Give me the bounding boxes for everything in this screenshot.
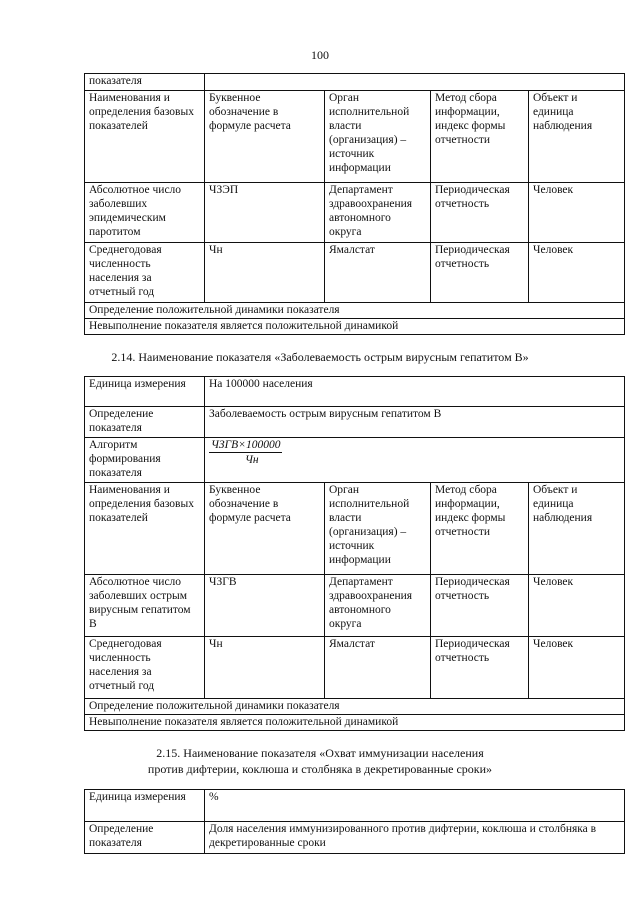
row-label: Алгоритм формирования показателя	[85, 438, 205, 483]
table-cell: ЧЗГВ	[205, 575, 325, 637]
table-cell: Ямалстат	[325, 243, 431, 303]
indicator-table-immunization	[84, 789, 625, 854]
dynamics-text: Невыполнение показателя является положительной динамикой	[85, 319, 625, 335]
column-header: Наименования и определения базовых показателей	[85, 91, 205, 183]
row-label: Определение показателя	[85, 407, 205, 438]
formula	[205, 438, 625, 483]
table-row	[85, 790, 625, 822]
header-row	[85, 483, 625, 575]
table-row	[85, 637, 625, 699]
column-header: Объект и единица наблюдения	[529, 91, 625, 183]
column-header: Объект и единица наблюдения	[529, 483, 625, 575]
section-heading-2-15-line1: 2.15. Наименование показателя «Охват иммунизации населения	[156, 746, 484, 760]
table-row	[85, 183, 625, 243]
formula-denominator: Чн	[245, 454, 259, 466]
row-value: %	[205, 790, 625, 822]
page-number: 100	[311, 48, 329, 62]
table-cell: Абсолютное число заболевших эпидемическим паротитом	[85, 183, 205, 243]
dynamics-label: Определение положительной динамики показателя	[85, 699, 625, 715]
table-cell: Человек	[529, 637, 625, 699]
header-row	[85, 91, 625, 183]
column-header: Буквенное обозначение в формуле расчета	[205, 483, 325, 575]
row-label: Единица измерения	[85, 377, 205, 407]
table-row	[85, 715, 625, 731]
table-cell: Абсолютное число заболевших острым вирусным гепатитом В	[85, 575, 205, 637]
table-cell: Человек	[529, 575, 625, 637]
table-cell: Периодическая отчетность	[431, 183, 529, 243]
section-heading-2-15-line2: против дифтерии, коклюша и столбняка в декретированные сроки»	[147, 762, 493, 776]
column-header: Наименования и определения базовых показателей	[85, 483, 205, 575]
table-cell: Ямалстат	[325, 637, 431, 699]
table-row	[85, 74, 625, 91]
row-label: показателя	[85, 74, 205, 91]
row-label: Определение показателя	[85, 822, 205, 854]
table-row	[85, 699, 625, 715]
table-cell: Среднегодовая численность населения за отчетный год	[85, 243, 205, 303]
column-header: Орган исполнительной власти (организация) – источник информации	[325, 91, 431, 183]
table-row	[85, 575, 625, 637]
dynamics-text: Невыполнение показателя является положительной динамикой	[85, 715, 625, 731]
table-cell: Периодическая отчетность	[431, 637, 529, 699]
table-row	[85, 377, 625, 407]
table-cell: Среднегодовая численность населения за отчетный год	[85, 637, 205, 699]
table-cell: ЧЗЭП	[205, 183, 325, 243]
column-header: Метод сбора информации, индекс формы отчетности	[431, 91, 529, 183]
indicator-table-hepatitis-b	[84, 376, 625, 731]
row-value: Доля населения иммунизированного против дифтерии, коклюша и столбняка в декретированные сроки	[205, 822, 625, 854]
table-cell: Периодическая отчетность	[431, 575, 529, 637]
table-row	[85, 303, 625, 319]
table-row	[85, 243, 625, 303]
row-label: Единица измерения	[85, 790, 205, 822]
section-heading-2-14: 2.14. Наименование показателя «Заболеваемость острым вирусным гепатитом В»	[111, 350, 529, 364]
table-cell: Человек	[529, 183, 625, 243]
column-header: Орган исполнительной власти (организация) – источник информации	[325, 483, 431, 575]
table-cell: Чн	[205, 243, 325, 303]
formula-numerator: ЧЗГВ×100000	[211, 439, 281, 451]
indicator-table-continued	[84, 73, 625, 335]
row-value: Заболеваемость острым вирусным гепатитом В	[205, 407, 625, 438]
table-row	[85, 319, 625, 335]
table-cell: Чн	[205, 637, 325, 699]
table-row	[85, 438, 625, 483]
row-value: На 100000 населения	[205, 377, 625, 407]
table-cell: Департамент здравоохранения автономного округа	[325, 183, 431, 243]
table-row	[85, 822, 625, 854]
table-cell: Департамент здравоохранения автономного округа	[325, 575, 431, 637]
row-value-empty	[205, 74, 625, 91]
table-row	[85, 407, 625, 438]
table-cell: Человек	[529, 243, 625, 303]
table-cell: Периодическая отчетность	[431, 243, 529, 303]
column-header: Буквенное обозначение в формуле расчета	[205, 91, 325, 183]
column-header: Метод сбора информации, индекс формы отчетности	[431, 483, 529, 575]
dynamics-label: Определение положительной динамики показателя	[85, 303, 625, 319]
